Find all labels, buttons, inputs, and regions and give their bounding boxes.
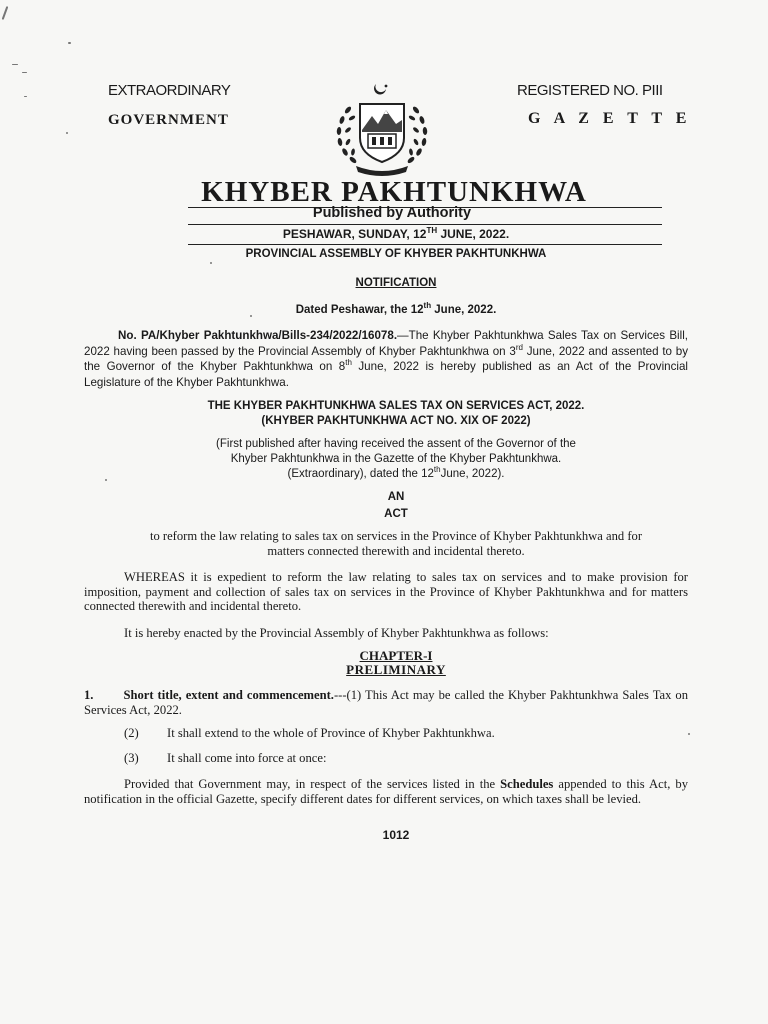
first-published-line-2: Khyber Pakhtunkhwa in the Gazette of the Khyber Pakhtunkhwa. — [230, 453, 562, 465]
notification-heading: NOTIFICATION — [355, 277, 437, 289]
proviso-paragraph: Provided that Government may, in respect of the services listed in the Schedules appended to this Act, by notification in the official Gazette, specify different dates for different services, on which taxes shall be levied. — [84, 777, 688, 806]
purpose-line-2: matters connected therewith and incidental thereto. — [267, 544, 525, 558]
whereas-paragraph: WHEREAS it is expedient to reform the law relating to sales tax on services and to make provision for imposition, payment and collection of sales tax on services in the Province of Khyber Pakhtunkhwa and for matters connected therewith and incidental thereto. — [84, 570, 688, 613]
subsection-3-number: (3) — [124, 751, 139, 765]
first-published-line-1: (First published after having received the assent of the Governor of the — [216, 438, 576, 450]
subsection-2-number: (2) — [124, 726, 139, 740]
gazette-label: G A Z E T T E — [528, 110, 692, 127]
first-published-line-3: (Extraordinary), dated the 12thJune, 2022). — [287, 465, 505, 480]
page-number: 1012 — [382, 828, 410, 842]
date-rule — [188, 244, 662, 245]
registered-number: REGISTERED NO. PIII — [517, 82, 663, 99]
government-label: GOVERNMENT — [108, 112, 229, 128]
chapter-heading: CHAPTER-I — [359, 648, 433, 663]
notification-date: Dated Peshawar, the 12th June, 2022. — [295, 301, 497, 316]
issue-date: PESHAWAR, SUNDAY, 12TH JUNE, 2022. — [282, 226, 510, 241]
published-rule — [188, 224, 662, 225]
extraordinary-label: EXTRAORDINARY — [108, 82, 231, 99]
act-number: (KHYBER PAKHTUNKHWA ACT NO. XIX OF 2022) — [261, 415, 531, 427]
act-label: ACT — [384, 508, 408, 520]
khyber-pakhtunkhwa-emblem-icon — [326, 80, 438, 180]
subsection-2-text: It shall extend to the whole of Province of Khyber Pakhtunkhwa. — [167, 726, 495, 740]
an-label: AN — [387, 491, 405, 503]
enactment-clause: It is hereby enacted by the Provincial Assembly of Khyber Pakhtunkhwa as follows: — [124, 626, 549, 640]
assembly-heading: PROVINCIAL ASSEMBLY OF KHYBER PAKHTUNKHWA — [245, 248, 547, 260]
section-1: 1. Short title, extent and commencement.---(1) This Act may be called the Khyber Pakhtunkhwa Sales Tax on Services Act, 2022. — [84, 688, 689, 717]
published-by-authority: Published by Authority — [312, 205, 472, 221]
purpose-line-1: to reform the law relating to sales tax on services in the Province of Khyber Pakhtunkhwa and for — [149, 529, 643, 543]
subsection-3-text: It shall come into force at once: — [167, 751, 327, 765]
notification-body: No. PA/Khyber Pakhtunkhwa/Bills-234/2022/16078.—The Khyber Pakhtunkhwa Sales Tax on Services Bill, 2022 having been passed by the Provincial Assembly of Khyber Pakhtunkhwa on 3rd June, 2022 and assented to by the Governor of the Khyber Pakhtunkhwa on 8th June, 2022 is hereby published as an Act of the Provincial Legislature of the Khyber Pakhtunkhwa. — [84, 329, 689, 389]
act-title: THE KHYBER PAKHTUNKHWA SALES TAX ON SERVICES ACT, 2022. — [207, 400, 585, 412]
gazette-title: KHYBER PAKHTUNKHWA — [201, 176, 587, 208]
chapter-title: PRELIMINARY — [346, 662, 446, 677]
